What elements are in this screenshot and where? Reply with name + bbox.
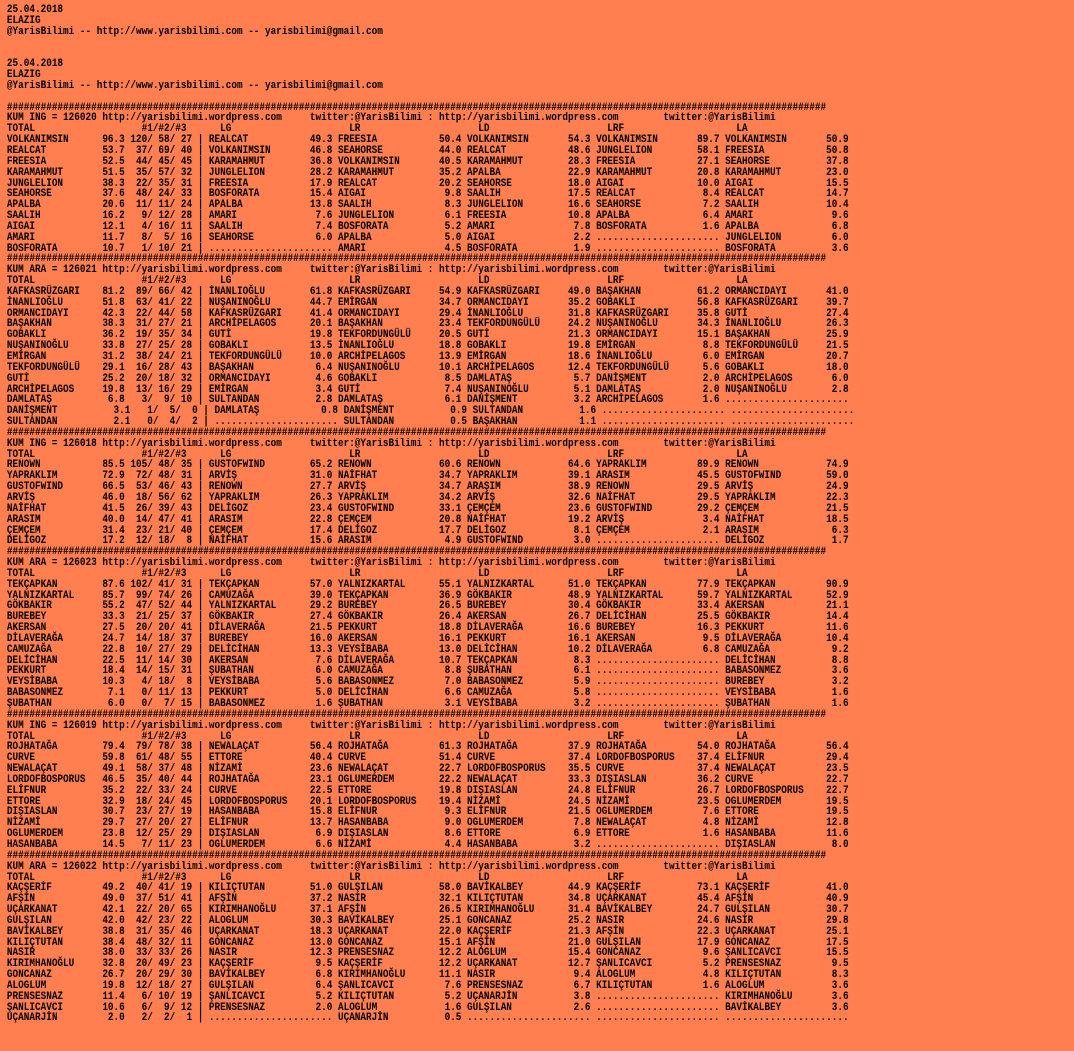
table-row: BUREBEY 33.3 21/ 25/ 37 | GÖKBAKIR 27.4 GÖKBAKIR 26.4 AKERSAN 26.7 DELİCİHAN 25.5 GÖKBAKIR 14.4 [6, 611, 849, 624]
table-row: GULŞILAN 42.0 42/ 23/ 22 | ALOGLUM 30.3 BAVİKALBEY 25.1 GONCANAZ 25.2 NASIR 24.6 NASIR 29.8 [6, 914, 849, 927]
table-row: YALNIZKARTAL 85.7 99/ 74/ 26 | CAMUZAĞA 39.0 TEKÇAPKAN 36.9 GÖKBAKIR 48.9 YALNIZKARTAL 59.7 YALNIZKARTAL 52.9 [6, 589, 849, 602]
table-row: ROJHATAĞA 79.4 79/ 78/ 38 | NEWALAÇAT 56.4 ROJHATAĞA 61.3 ROJHATAĞA 37.9 ROJHATAĞA 54.0 ROJHATAĞA 56.4 [6, 741, 849, 754]
table-row: LORDOFBOSPORUS 46.5 35/ 40/ 44 | ROJHATAĞA 23.1 OGLUMERDEM 22.2 NEWALAÇAT 33.3 DIŞIASLAN 36.2 CURVE 22.7 [6, 773, 849, 786]
race-header-line: KUM ING = 126018 http://yarisbilimi.wordpress.com twitter:@YarisBilimi : http://yarisbilimi.wordpress.com twitter:@YarisBilimi [6, 437, 776, 450]
table-row: OGLUMERDEM 23.8 12/ 25/ 29 | DIŞIASLAN 6.9 DIŞIASLAN 8.6 ETTORE 6.9 ETTORE 1.6 HASANBABA 11.6 [6, 828, 849, 841]
table-row: SEAHORSE 37.6 48/ 24/ 33 | BOSFORATA 15.4 AIGAI 9.8 SAALIH 17.5 REALCAT 8.4 REALCAT 14.7 [6, 188, 849, 201]
table-row: KAFKASRÜZGARI 81.2 89/ 66/ 42 | İNANLIOĞLU 61.8 KAFKASRÜZGARI 54.9 KAFKASRÜZGARI 49.0 BAŞAKHAN 61.2 ORMANCIDAYI 41.0 [6, 285, 849, 298]
table-row: PRENSESNAZ 11.4 6/ 10/ 19 | ŞANLICAVCI 5.2 KILIÇTUTAN 5.2 UÇANARJİN 3.8 ...................... KIRIMHANOĞLU 3.6 [6, 990, 849, 1003]
table-row: VOLKANIMSIN 96.3 120/ 58/ 27 | REALCAT 49.3 FREESIA 50.4 VOLKANIMSIN 54.3 VOLKANIMSIN 89.7 VOLKANIMSIN 50.9 [6, 134, 849, 147]
table-row: GONCANAZ 26.7 20/ 29/ 30 | BAVİKALBEY 6.8 KIRIMHANOĞLU 11.1 NASIR 9.4 ALOGLUM 4.8 KILIÇTUTAN 8.3 [6, 969, 849, 982]
table-row: SAALIH 16.2 9/ 12/ 28 | AMARI 7.6 JUNGLELION 6.1 FREESIA 10.8 APALBA 6.4 AMARI 9.6 [6, 210, 849, 223]
table-row: UÇANARJİN 2.0 2/ 2/ 1 | ...................... UÇANARJİN 0.5 ...................... ...................... ...................... [6, 1012, 849, 1025]
race-header-line: KUM ARA = 126021 http://yarisbilimi.wordpress.com twitter:@YarisBilimi : http://yarisbilimi.wordpress.com twitter:@YarisBilimi [6, 264, 776, 277]
column-header-line: TOTAL #1/#2/#3 LG LR LD LRF LA [6, 123, 748, 136]
table-row: ALOGLUM 19.8 12/ 18/ 27 | GULŞILAN 6.4 ŞANLICAVCI 7.6 PRENSESNAZ 6.7 KILIÇTUTAN 1.6 ALOGLUM 3.6 [6, 979, 849, 992]
table-row: ARASIM 40.0 14/ 47/ 41 | ARASIM 22.8 ÇEMÇEM 20.8 NAİFHAT 19.2 ARVİŞ 3.4 NAİFHAT 18.5 [6, 513, 849, 526]
table-row: GUSTOFWIND 66.5 53/ 46/ 43 | RENOWN 27.7 ARVİŞ 34.7 ARAŞIM 38.9 RENOWN 29.5 ARVİŞ 24.9 [6, 481, 849, 494]
table-row: GOBAKLI 36.2 19/ 35/ 34 | GUTİ 19.8 TEKFORDUNGÜLÜ 20.5 GUTİ 21.3 ORMANCIDAYI 15.1 BAŞAKHAN 25.9 [6, 329, 849, 342]
table-row: DİLAVERAĞA 24.7 14/ 18/ 37 | BUREBEY 16.0 AKERSAN 16.1 PEKKURT 16.1 AKERSAN 9.5 DİLAVERAĞA 10.4 [6, 632, 849, 645]
text-line: @YarisBilimi -- http://www.yarisbilimi.com -- yarisbilimi@gmail.com [6, 25, 383, 38]
table-row: VEYSİBABA 10.3 4/ 18/ 8 | VEYSİBABA 5.6 BABASONMEZ 7.0 BABASONMEZ 5.9 ...................... BUREBEY 3.2 [6, 676, 849, 689]
table-row: BAŞAKHAN 38.3 31/ 27/ 21 | ARCHİPELAGOS 20.1 BAŞAKHAN 23.4 TEKFORDUNGÜLÜ 24.2 NUŞANINOĞLU 34.3 İNANLIOĞLU 26.3 [6, 318, 849, 331]
text-line: ELAZIG [6, 69, 41, 82]
table-row: AKERSAN 27.5 20/ 20/ 41 | DİLAVERAĞA 21.5 PEKKURT 18.8 DİLAVERAĞA 16.6 BUREBEY 16.3 PEKKURT 11.6 [6, 622, 849, 635]
table-row: ÇEMÇEM 31.4 23/ 21/ 40 | ÇEMÇEM 17.4 DELİGOZ 17.7 DELİGOZ 8.1 ÇEMÇEM 2.1 ARASIM 6.3 [6, 524, 849, 537]
table-row: KARAMAHMUT 51.5 35/ 57/ 32 | JUNGLELION 28.2 KARAMAHMUT 35.2 APALBA 22.9 KARAMAHMUT 20.8 KARAMAHMUT 23.0 [6, 166, 849, 179]
table-row: EMİRGAN 31.2 38/ 24/ 21 | TEKFORDUNGÜLÜ 10.0 ARCHİPELAGOS 13.9 EMİRGAN 18.6 İNANLIOĞLU 6.0 EMİRGAN 20.7 [6, 351, 849, 363]
table-row: ŞUBATHAN 6.0 0/ 7/ 15 | BABASONMEZ 1.6 ŞUBATHAN 3.1 VEYSİBABA 3.2 ...................... ŞUBATHAN 1.6 [6, 698, 849, 710]
table-row: NASIR 38.0 33/ 33/ 26 | NASIR 12.3 PRENSESNAZ 12.2 ALOGLUM 15.4 GONCANAZ 9.6 ŞANLICAVCI 15.5 [6, 947, 849, 960]
table-row: AMARI 11.7 8/ 5/ 16 | SEAHORSE 6.0 APALBA 5.0 AIGAI 2.2 ...................... JUNGLELION 6.0 [6, 231, 849, 244]
table-row: YAPRAKLIM 72.9 72/ 48/ 31 | ARVİŞ 31.0 NAİFHAT 34.7 YAPRAKLIM 39.1 ARASIM 45.5 GUSTOFWIND 59.0 [6, 470, 849, 483]
table-row: DANİŞMENT 3.1 1/ 5/ 0 | DAMLATAŞ 0.8 DANİŞMENT 0.9 SULTANDAN 1.6 ...................... ...................... [6, 405, 855, 418]
text-line: 25.04.2018 [6, 58, 64, 71]
table-row: NUŞANINOĞLU 33.8 27/ 25/ 28 | GOBAKLI 13.5 İNANLIOĞLU 18.8 GOBAKLI 19.8 EMİRGAN 8.8 TEKFORDUNGÜLÜ 21.5 [6, 340, 849, 353]
table-row: DAMLATAŞ 6.8 3/ 9/ 10 | SULTANDAN 2.8 DAMLATAŞ 6.1 DANİŞMENT 3.2 ARCHİPELAGOS 1.6 ...................... [6, 394, 849, 407]
table-row: AFŞİN 49.0 37/ 51/ 41 | AFŞİN 37.2 NASIR 32.1 KILIÇTUTAN 34.8 UÇARKANAT 45.4 AFŞİN 40.9 [6, 893, 849, 906]
table-row: DIŞIASLAN 30.7 23/ 27/ 19 | HASANBABA 15.8 ELİFNUR 9.3 ELİFNUR 21.5 OGLUMERDEM 7.6 ETTORE 19.5 [6, 806, 849, 819]
column-header-line: TOTAL #1/#2/#3 LG LR LD LRF LA [6, 730, 748, 743]
table-row: SULTANDAN 2.1 0/ 4/ 2 | ...................... SULTANDAN 0.5 BAŞAKHAN 1.1 ...................... ...................... [6, 416, 855, 429]
table-row: RENOWN 85.5 105/ 48/ 35 | GUSTOFWIND 65.2 RENOWN 60.6 RENOWN 64.6 YAPRAKLIM 89.9 RENOWN 74.9 [6, 459, 849, 472]
race-header-line: KUM ARA = 126023 http://yarisbilimi.wordpress.com twitter:@YarisBilimi : http://yarisbilimi.wordpress.com twitter:@YarisBilimi [6, 557, 776, 570]
separator-line: ################################################################################################################################################## [6, 708, 827, 721]
race-header-line: KUM ARA = 126022 http://yarisbilimi.wordpress.com twitter:@YarisBilimi : http://yarisbilimi.wordpress.com twitter:@YarisBilimi [6, 860, 776, 873]
table-row: KAÇŞERİF 49.2 40/ 41/ 19 | KILIÇTUTAN 51.0 GULŞILAN 58.0 BAVİKALBEY 44.9 KAÇŞERİF 73.1 KAÇŞERİF 41.0 [6, 882, 849, 895]
table-row: REALCAT 53.7 37/ 69/ 40 | VOLKANIMSIN 46.8 SEAHORSE 44.0 REALCAT 48.6 JUNGLELION 58.1 FREESIA 50.8 [6, 144, 849, 157]
text-line: @YarisBilimi -- http://www.yarisbilimi.com -- yarisbilimi@gmail.com [6, 79, 383, 92]
table-row: FREESIA 52.5 44/ 45/ 45 | KARAMAHMUT 36.8 VOLKANIMSIN 40.5 KARAMAHMUT 28.3 FREESIA 27.1 SEAHORSE 37.8 [6, 155, 849, 168]
table-row: PEKKURT 18.4 14/ 15/ 31 | ŞUBATHAN 6.0 CAMUZAĞA 8.8 ŞUBATHAN 6.1 ...................... BABASONMEZ 3.6 [6, 665, 849, 678]
table-row: NAİFHAT 41.5 26/ 39/ 43 | DELİGOZ 23.4 GUSTOFWIND 33.1 ÇEMÇEM 23.6 GUSTOFWIND 29.2 ÇEMÇEM 21.5 [6, 502, 849, 515]
table-row: NEWALAÇAT 49.1 58/ 37/ 48 | NİZAMİ 23.6 NEWALAÇAT 22.7 LORDOFBOSPORUS 35.5 CURVE 37.4 NEWALAÇAT 23.5 [6, 763, 849, 776]
table-row: ŞANLICAVCI 10.6 6/ 9/ 12 | PRENSESNAZ 2.0 ALOGLUM 1.6 GULŞILAN 2.6 ...................... BAVİKALBEY 3.6 [6, 1001, 849, 1014]
text-line: 25.04.2018 [6, 4, 64, 16]
race-header-line: KUM ING = 126020 http://yarisbilimi.wordpress.com twitter:@YarisBilimi : http://yarisbilimi.wordpress.com twitter:@YarisBilimi [6, 112, 776, 125]
table-row: HASANBABA 14.5 7/ 11/ 23 | OGLUMERDEM 6.6 NİZAMİ 4.4 HASANBABA 3.2 ...................... DIŞIASLAN 8.0 [6, 838, 849, 851]
column-header-line: TOTAL #1/#2/#3 LG LR LD LRF LA [6, 448, 748, 461]
separator-line: ################################################################################################################################################## [6, 849, 827, 862]
separator-line: ################################################################################################################################################## [6, 546, 827, 559]
column-header-line: TOTAL #1/#2/#3 LG LR LD LRF LA [6, 275, 748, 288]
table-row: APALBA 20.6 11/ 11/ 24 | APALBA 13.8 SAALIH 8.3 JUNGLELION 16.6 SEAHORSE 7.2 SAALIH 10.4 [6, 199, 849, 212]
table-row: TEKÇAPKAN 87.6 102/ 41/ 31 | TEKÇAPKAN 57.0 YALNIZKARTAL 55.1 YALNIZKARTAL 51.0 TEKÇAPKAN 77.9 TEKÇAPKAN 90.9 [6, 578, 849, 591]
table-row: İNANLIOĞLU 51.8 63/ 41/ 22 | NUŞANINOĞLU 44.7 EMİRGAN 34.7 ORMANCIDAYI 35.2 GOBAKLI 56.8 KAFKASRÜZGARI 39.7 [6, 296, 849, 309]
table-row: ELİFNUR 35.2 22/ 33/ 24 | CURVE 22.5 ETTORE 19.8 DIŞIASLAN 24.8 ELİFNUR 26.7 LORDOFBOSPORUS 22.7 [6, 784, 849, 797]
table-row: CURVE 59.8 61/ 48/ 55 | ETTORE 40.4 CURVE 51.4 CURVE 37.4 LORDOFBOSPORUS 37.4 ELİFNUR 29.4 [6, 752, 849, 765]
table-row: ETTORE 32.9 18/ 24/ 45 | LORDOFBOSPORUS 20.1 LORDOFBOSPORUS 19.4 NİZAMİ 24.5 NİZAMİ 23.5 OGLUMERDEM 19.5 [6, 795, 849, 808]
table-row: BOSFORATA 10.7 1/ 10/ 21 | ...................... AMARI 4.5 BOSFORATA 1.9 ...................... BOSFORATA 3.6 [6, 242, 849, 255]
table-row: GUTİ 25.2 20/ 18/ 32 | ORMANCIDAYI 4.6 GOBAKLI 8.5 DAMLATAŞ 5.7 DANİŞMENT 2.0 ARCHİPELAGOS 6.0 [6, 372, 849, 385]
table-row: UÇARKANAT 42.1 22/ 20/ 65 | KIRIMHANOĞLU 37.1 AFŞİN 26.5 KIRIMHANOĞLU 31.4 BAVİKALBEY 24.7 GULŞILAN 30.7 [6, 904, 849, 917]
table-row: BABASONMEZ 7.1 0/ 11/ 13 | PEKKURT 5.0 DELİCİHAN 6.6 CAMUZAĞA 5.8 ...................... VEYSİBABA 1.6 [6, 687, 849, 700]
separator-line: ################################################################################################################################################## [6, 101, 827, 114]
table-row: BAVİKALBEY 38.8 31/ 35/ 46 | UÇARKANAT 18.3 UÇARKANAT 22.0 KAÇŞERİF 21.3 AFŞİN 22.3 UÇARKANAT 25.1 [6, 925, 849, 938]
table-row: AIGAI 12.1 4/ 16/ 11 | SAALIH 7.4 BOSFORATA 5.2 AMARI 7.8 BOSFORATA 1.6 APALBA 6.8 [6, 220, 849, 233]
table-row: NİZAMİ 29.7 27/ 20/ 27 | ELİFNUR 13.7 HASANBABA 9.0 OGLUMERDEM 7.8 NEWALAÇAT 4.8 NİZAMİ 12.8 [6, 817, 849, 830]
table-row: KILIÇTUTAN 38.4 48/ 32/ 11 | GONCANAZ 13.0 GONCANAZ 15.1 AFŞİN 21.0 GULŞILAN 17.9 GONCANAZ 17.5 [6, 936, 849, 949]
separator-line: ################################################################################################################################################## [6, 253, 827, 266]
table-row: ARVİŞ 46.0 18/ 56/ 62 | YAPRAKLIM 26.3 YAPRAKLIM 34.2 ARVİŞ 32.6 NAİFHAT 29.5 YAPRAKLIM 22.3 [6, 491, 849, 504]
table-row: KIRIMHANOĞLU 32.8 20/ 49/ 23 | KAÇŞERİF 9.5 KAÇŞERİF 12.2 UÇARKANAT 12.7 ŞANLICAVCI 5.2 PRENSESNAZ 9.5 [6, 958, 849, 971]
table-row: TEKFORDUNGÜLÜ 29.1 16/ 28/ 43 | BAŞAKHAN 6.4 NUŞANINOĞLU 10.1 ARCHİPELAGOS 12.4 TEKFORDUNGÜLÜ 5.6 GOBAKLI 18.0 [6, 361, 849, 374]
table-row: CAMUZAĞA 22.8 10/ 27/ 29 | DELİCİHAN 13.3 VEYSİBABA 13.0 DELİCİHAN 10.2 DİLAVERAĞA 6.8 CAMUZAĞA 9.2 [6, 643, 849, 656]
table-row: ARCHİPELAGOS 19.8 13/ 16/ 29 | EMİRGAN 3.4 GUTİ 7.4 NUŞANINOĞLU 5.1 DAMLATAŞ 2.0 NUŞANINOĞLU 2.8 [6, 383, 849, 396]
table-row: ORMANCIDAYI 42.3 22/ 44/ 58 | KAFKASRÜZGARI 41.4 ORMANCIDAYI 29.4 İNANLIOĞLU 31.8 KAFKASRÜZGARI 35.8 GUTİ 27.4 [6, 307, 849, 320]
column-header-line: TOTAL #1/#2/#3 LG LR LD LRF LA [6, 567, 748, 580]
table-row: JUNGLELION 38.3 22/ 35/ 31 | FREESIA 17.9 REALCAT 20.2 SEAHORSE 18.0 AIGAI 10.0 AIGAI 15.5 [6, 177, 849, 190]
table-row: DELİCİHAN 22.5 11/ 14/ 30 | AKERSAN 7.6 DİLAVERAĞA 10.7 TEKÇAPKAN 8.3 ...................... DELİCİHAN 8.8 [6, 654, 849, 667]
table-row: GÖKBAKIR 55.2 47/ 52/ 44 | YALNIZKARTAL 29.2 BUREBEY 26.5 BUREBEY 30.4 GÖKBAKIR 33.4 AKERSAN 21.1 [6, 600, 849, 613]
text-line: ELAZIG [6, 14, 41, 27]
table-row: DELİGOZ 17.2 12/ 18/ 8 | NAİFHAT 15.6 ARASIM 4.9 GUSTOFWIND 3.0 ...................... DELİGOZ 1.7 [6, 535, 849, 548]
separator-line: ################################################################################################################################################## [6, 426, 827, 439]
column-header-line: TOTAL #1/#2/#3 LG LR LD LRF LA [6, 871, 748, 884]
race-header-line: KUM ING = 126019 http://yarisbilimi.wordpress.com twitter:@YarisBilimi : http://yarisbilimi.wordpress.com twitter:@YarisBilimi [6, 719, 776, 732]
